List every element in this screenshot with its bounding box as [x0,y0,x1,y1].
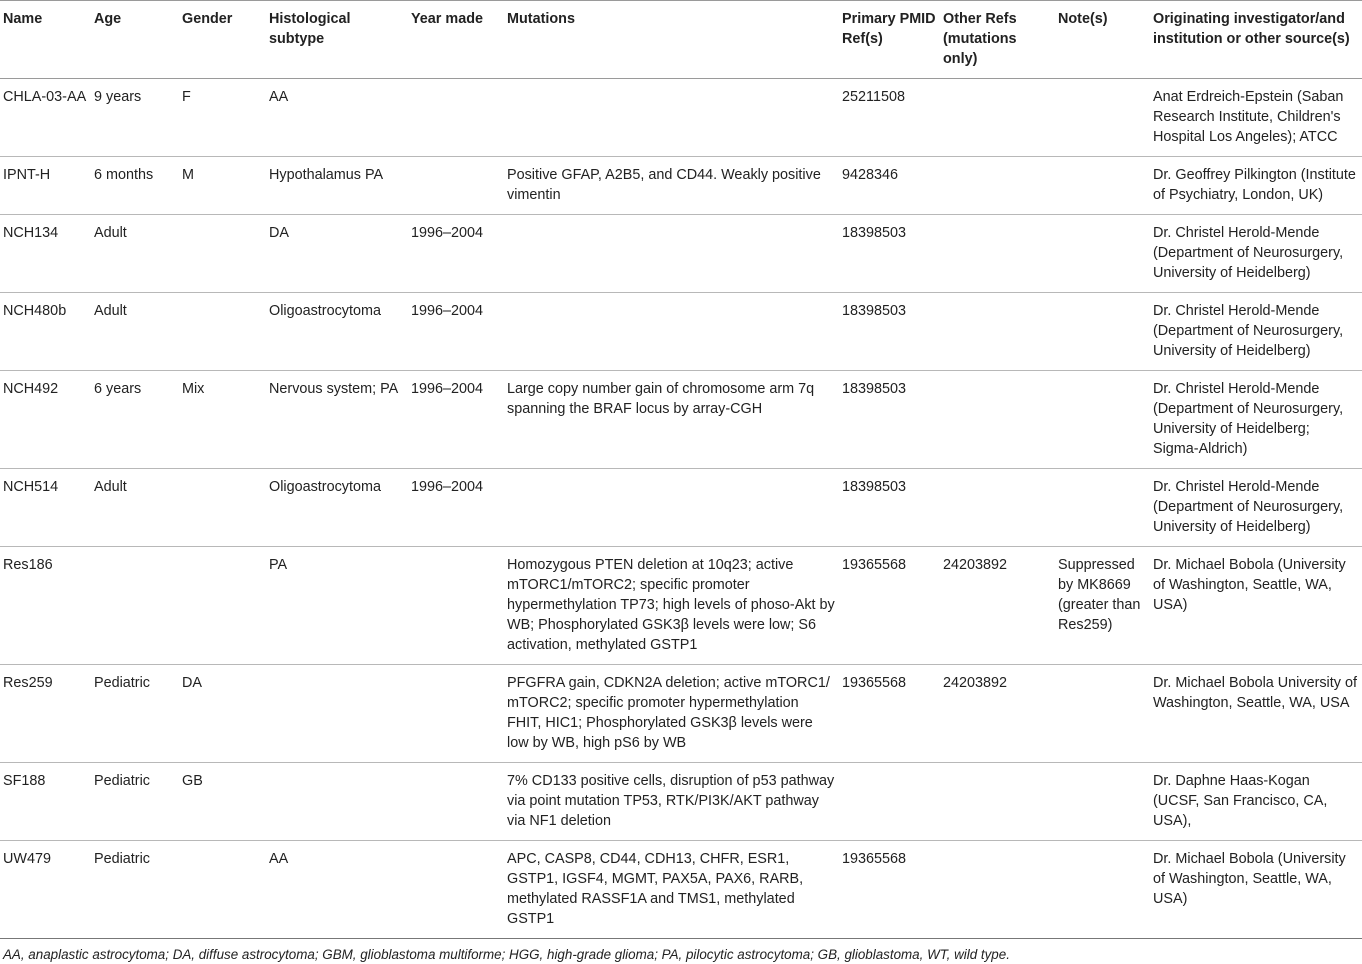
table-cell [1055,215,1150,293]
table-cell: Mix [179,371,266,469]
column-header: Year made [408,1,504,79]
table-cell: Dr. Michael Bobola (University of Washington, Seattle, WA, USA) [1150,547,1362,665]
table-cell [504,215,839,293]
table-cell: NCH514 [0,469,91,547]
table-cell: Res186 [0,547,91,665]
table-cell: Suppressed by MK8669 (greater than Res259) [1055,547,1150,665]
table-cell [940,841,1055,939]
table-cell: Hypothalamus PA [266,157,408,215]
table-row [0,215,1362,293]
table-cell: Dr. Michael Bobola University of Washington, Seattle, WA, USA [1150,665,1362,763]
table-cell [266,763,408,841]
table-cell: Res259 [0,665,91,763]
table-cell [1055,157,1150,215]
table-cell: 1996–2004 [408,215,504,293]
table-cell: 18398503 [839,371,940,469]
table-cell: PA [266,547,408,665]
table-cell: NCH480b [0,293,91,371]
table-cell [408,841,504,939]
table-cell [179,841,266,939]
table-cell: Oligoastrocytoma [266,469,408,547]
table-cell [940,293,1055,371]
table-cell [1055,841,1150,939]
table-row [0,293,1362,371]
table-cell [408,157,504,215]
table-cell: Dr. Christel Herold-Mende (Department of Neurosurgery, University of Heidelberg; Sigma-Aldrich) [1150,371,1362,469]
table-cell: Anat Erdreich-Epstein (Saban Research Institute, Children's Hospital Los Angeles); ATCC [1150,79,1362,157]
table-cell: Homozygous PTEN deletion at 10q23; active mTORC1/mTORC2; specific promoter hypermethylation TP73; high levels of phoso-Akt by WB; Phosphorylated GSK3β levels were low; S6 activation, methylated GSTP1 [504,547,839,665]
table-cell: Adult [91,293,179,371]
table-cell: Dr. Christel Herold-Mende (Department of Neurosurgery, University of Heidelberg) [1150,469,1362,547]
table-cell [408,79,504,157]
table-row [0,665,1362,763]
table-cell: Dr. Daphne Haas-Kogan (UCSF, San Francisco, CA, USA), [1150,763,1362,841]
table-cell: 24203892 [940,665,1055,763]
table-cell [940,371,1055,469]
table-cell [408,665,504,763]
table-cell: AA [266,841,408,939]
table-cell: 1996–2004 [408,469,504,547]
table-cell: 18398503 [839,293,940,371]
table-cell [1055,371,1150,469]
table-cell [940,157,1055,215]
table-cell [940,763,1055,841]
table-cell: Adult [91,215,179,293]
table-row [0,547,1362,665]
table-cell [179,215,266,293]
column-header: Other Refs (mutations only) [940,1,1055,79]
table-cell [940,469,1055,547]
table-cell [408,547,504,665]
table-cell: Pediatric [91,665,179,763]
table-row [0,841,1362,939]
table-row [0,469,1362,547]
column-header: Note(s) [1055,1,1150,79]
table-cell [940,215,1055,293]
table-cell: 1996–2004 [408,371,504,469]
table-cell [940,79,1055,157]
table-footnote: AA, anaplastic astrocytoma; DA, diffuse astrocytoma; GBM, glioblastoma multiforme; HGG, high-grade glioma; PA, pilocytic astrocytoma; GB, glioblastoma, WT, wild type. [3,947,1010,962]
table-cell: SF188 [0,763,91,841]
table-row [0,79,1362,157]
table-body [0,79,1362,939]
header-row [0,1,1362,79]
table-cell [504,469,839,547]
table-cell: Large copy number gain of chromosome arm 7q spanning the BRAF locus by array-CGH [504,371,839,469]
table-row [0,763,1362,841]
table-cell: DA [179,665,266,763]
table-cell [91,547,179,665]
table-cell [1055,469,1150,547]
table-cell: 6 months [91,157,179,215]
table-cell: UW479 [0,841,91,939]
table-cell [1055,79,1150,157]
column-header: Age [91,1,179,79]
table-cell: Dr. Geoffrey Pilkington (Institute of Psychiatry, London, UK) [1150,157,1362,215]
table-cell [504,293,839,371]
table-cell: 9428346 [839,157,940,215]
table-cell [839,763,940,841]
table-cell: 19365568 [839,547,940,665]
column-header: Histological subtype [266,1,408,79]
table-cell [1055,763,1150,841]
table-cell: M [179,157,266,215]
table-cell: DA [266,215,408,293]
table-cell: CHLA-03-AA [0,79,91,157]
table-cell [1055,293,1150,371]
table-cell: 18398503 [839,215,940,293]
table-cell: 25211508 [839,79,940,157]
table-cell: Oligoastrocytoma [266,293,408,371]
table-row [0,371,1362,469]
column-header: Gender [179,1,266,79]
table-row [0,157,1362,215]
column-header: Originating investigator/and institution or other source(s) [1150,1,1362,79]
table-cell: Pediatric [91,763,179,841]
table-cell: Pediatric [91,841,179,939]
table-cell: Adult [91,469,179,547]
column-header: Primary PMID Ref(s) [839,1,940,79]
table-cell: Dr. Christel Herold-Mende (Department of Neurosurgery, University of Heidelberg) [1150,215,1362,293]
table-cell: F [179,79,266,157]
table-cell: Nervous system; PA [266,371,408,469]
table-cell [179,547,266,665]
table-cell: 24203892 [940,547,1055,665]
table-cell [179,469,266,547]
table-cell: NCH492 [0,371,91,469]
table-cell: Positive GFAP, A2B5, and CD44. Weakly positive vimentin [504,157,839,215]
table-cell: 7% CD133 positive cells, disruption of p53 pathway via point mutation TP53, RTK/PI3K/AKT pathway via NF1 deletion [504,763,839,841]
table-cell: APC, CASP8, CD44, CDH13, CHFR, ESR1, GSTP1, IGSF4, MGMT, PAX5A, PAX6, RARB, methylated RASSF1A and TMS1, methylated GSTP1 [504,841,839,939]
table-cell: 19365568 [839,665,940,763]
table-cell: 19365568 [839,841,940,939]
table-cell: 18398503 [839,469,940,547]
table-cell [504,79,839,157]
table-cell [179,293,266,371]
table-cell: Dr. Michael Bobola (University of Washington, Seattle, WA, USA) [1150,841,1362,939]
table-cell: IPNT-H [0,157,91,215]
table-cell: NCH134 [0,215,91,293]
column-header: Name [0,1,91,79]
table-cell: 6 years [91,371,179,469]
table-cell: Dr. Christel Herold-Mende (Department of Neurosurgery, University of Heidelberg) [1150,293,1362,371]
table-cell: AA [266,79,408,157]
table-cell: 9 years [91,79,179,157]
table-cell: PFGFRA gain, CDKN2A deletion; active mTORC1/ mTORC2; specific promoter hypermethylation FHIT, HIC1; Phosphorylated GSK3β levels were low by WB, high pS6 by WB [504,665,839,763]
table-cell: GB [179,763,266,841]
table-cell [1055,665,1150,763]
table-cell [408,763,504,841]
column-header: Mutations [504,1,839,79]
table-cell [266,665,408,763]
table-cell: 1996–2004 [408,293,504,371]
